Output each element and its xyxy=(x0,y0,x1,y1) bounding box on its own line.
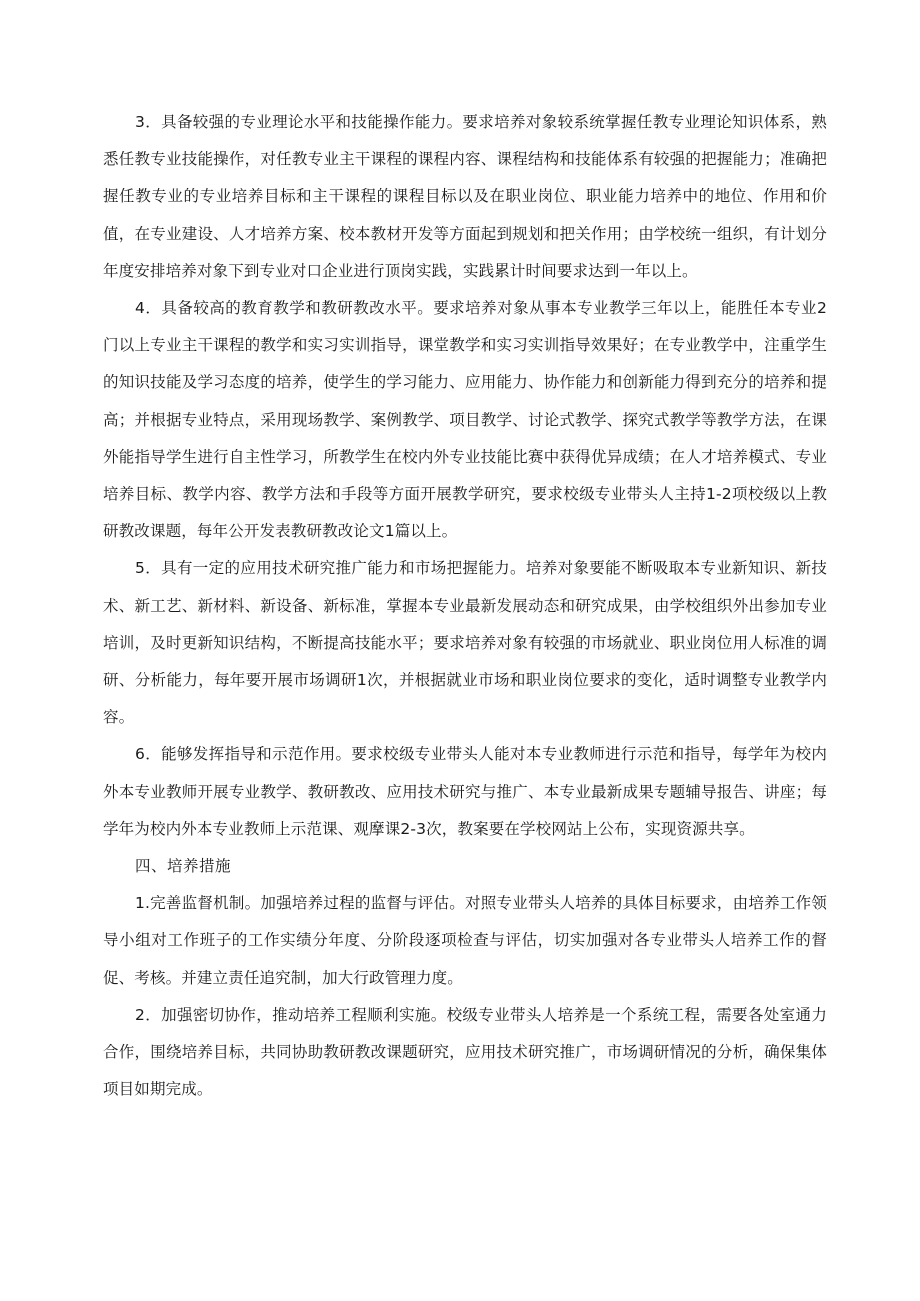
document-body xyxy=(103,104,827,1108)
paragraph-text: ．加强密切协作，推动培养工程顺利实施。校级专业带头人培养是一个系统工程，需要各处室通力合作，围绕培养目标，共同协助教研教改课题研究，应用技术研究推广，市场调研情况的分析，确保集体项目如期完成。 xyxy=(103,1005,827,1099)
paragraph-number: 6 xyxy=(135,745,146,764)
paragraph-number: 4 xyxy=(135,299,146,318)
measure-paragraph-2 xyxy=(103,997,827,1109)
requirement-paragraph-3 xyxy=(103,104,827,290)
paragraph-text: ．具有一定的应用技术研究推广能力和市场把握能力。培养对象要能不断吸取本专业新知识、新技术、新工艺、新材料、新设备、新标准，掌握本专业最新发展动态和研究成果，由学校组织外出参加专业培训，及时更新知识结构，不断提高技能水平；要求培养对象有较强的市场就业、职业岗位用人标准的调研、分析能力，每年要开展市场调研1次，并根据就业市场和职业岗位要求的变化，适时调整专业教学内容。 xyxy=(103,559,827,727)
paragraph-text: ．具备较高的教育教学和教研教改水平。要求培养对象从事本专业教学三年以上，能胜任本专业2门以上专业主干课程的教学和实习实训指导，课堂教学和实习实训指导效果好；在专业教学中，注重学生的知识技能及学习态度的培养，使学生的学习能力、应用能力、协作能力和创新能力得到充分的培养和提高；并根据专业特点，采用现场教学、案例教学、项目教学、讨论式教学、探究式教学等教学方法，在课外能指导学生进行自主性学习，所教学生在校内外专业技能比赛中获得优异成绩；在人才培养模式、专业培养目标、教学内容、教学方法和手段等方面开展教学研究，要求校级专业带头人主持1-2项校级以上教研教改课题，每年公开发表教研教改论文1篇以上。 xyxy=(103,299,827,541)
paragraph-number: 5 xyxy=(135,559,146,578)
paragraph-number: 3 xyxy=(135,113,146,131)
paragraph-number: 1 xyxy=(135,894,146,913)
measure-paragraph-1 xyxy=(103,885,827,997)
requirement-paragraph-5 xyxy=(103,550,827,736)
requirement-paragraph-6 xyxy=(103,736,827,848)
paragraph-text: .完善监督机制。加强培养过程的监督与评估。对照专业带头人培养的具体目标要求，由培养工作领导小组对工作班子的工作实绩分年度、分阶段逐项检查与评估，切实加强对各专业带头人培养工作的督促、考核。并建立责任追究制，加大行政管理力度。 xyxy=(103,894,827,987)
section-heading: 四、培养措施 xyxy=(135,857,232,876)
paragraph-text: ．能够发挥指导和示范作用。要求校级专业带头人能对本专业教师进行示范和指导，每学年为校内外本专业教师开展专业教学、教研教改、应用技术研究与推广、本专业最新成果专题辅导报告、讲座；每学年为校内外本专业教师上示范课、观摩课2-3次，教案要在学校网站上公布，实现资源共享。 xyxy=(103,745,827,838)
paragraph-number: 2 xyxy=(135,1005,146,1024)
requirement-paragraph-4 xyxy=(103,290,827,550)
paragraph-text: ．具备较强的专业理论水平和技能操作能力。要求培养对象较系统掌握任教专业理论知识体系，熟悉任教专业技能操作，对任教专业主干课程的课程内容、课程结构和技能体系有较强的把握能力；准确把握任教专业的专业培养目标和主干课程的课程目标以及在职业岗位、职业能力培养中的地位、作用和价值，在专业建设、人才培养方案、校本教材开发等方面起到规划和把关作用；由学校统一组织，有计划分年度安排培养对象下到专业对口企业进行顶岗实践，实践累计时间要求达到一年以上。 xyxy=(103,113,827,280)
